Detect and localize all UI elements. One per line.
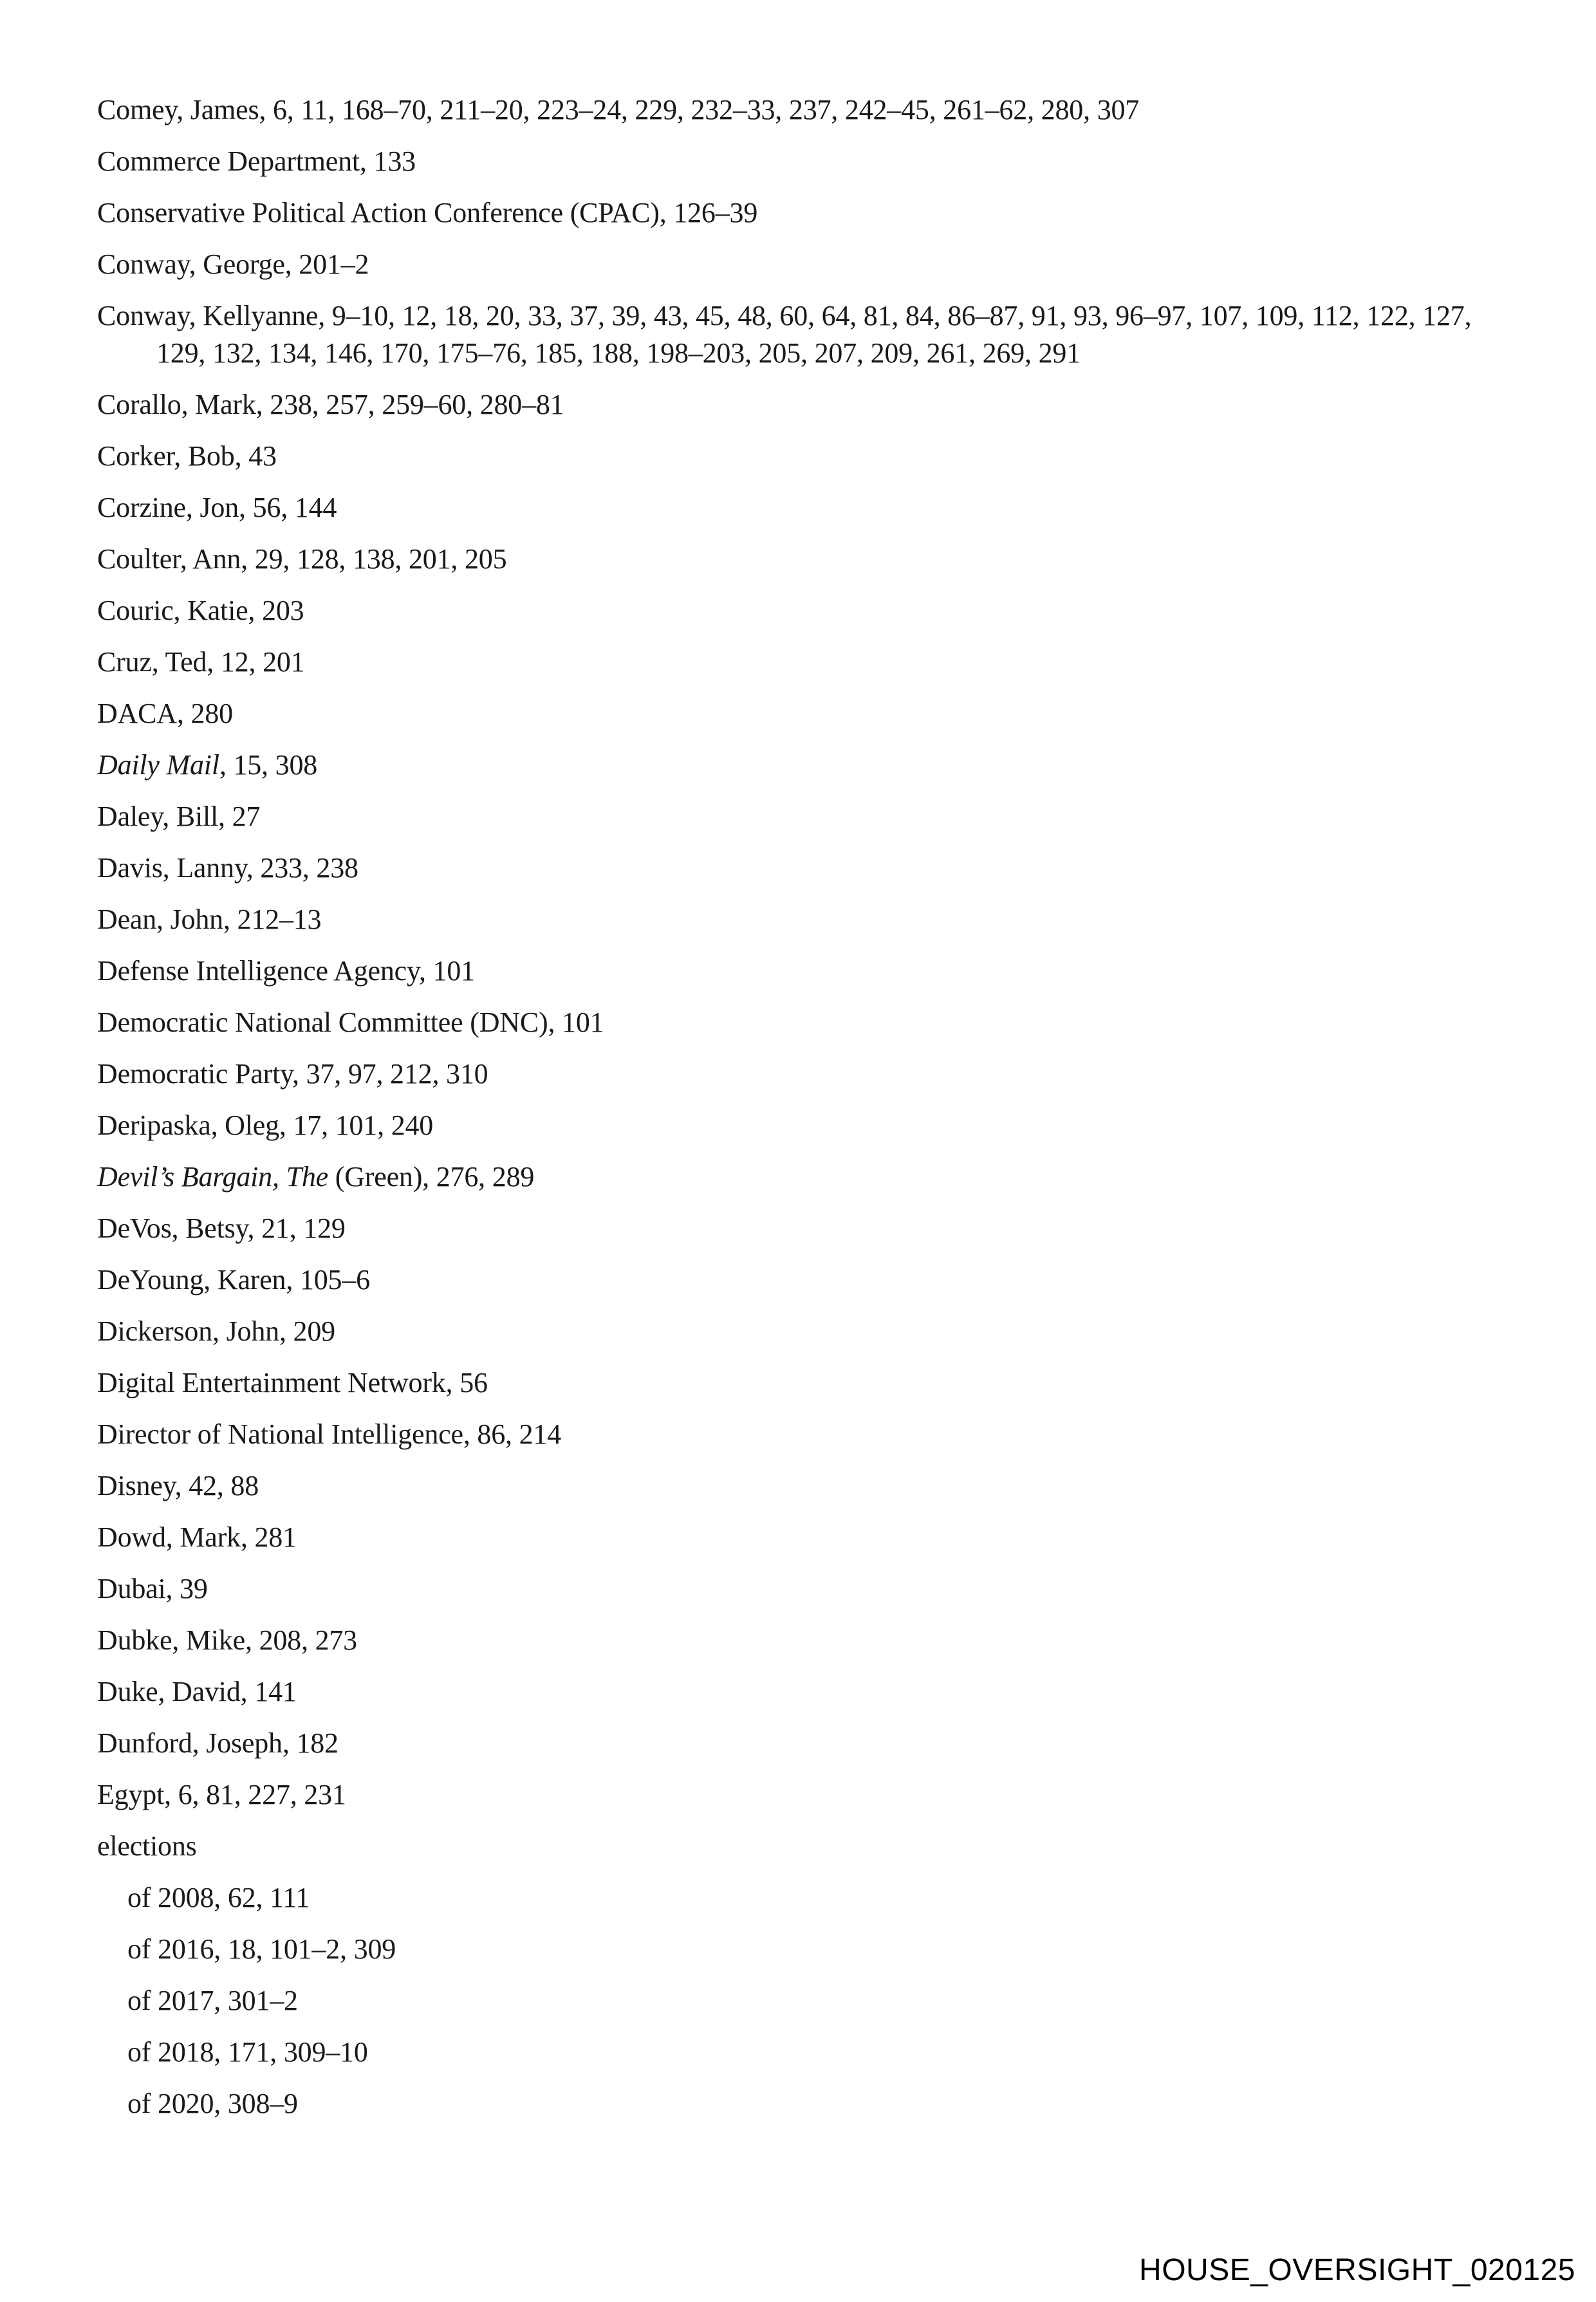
index-entry-dowd: Dowd, Mark, 281	[97, 1521, 297, 1553]
index-entry-dubke: Dubke, Mike, 208, 273	[97, 1624, 357, 1656]
index-entry-daca: DACA, 280	[97, 698, 233, 729]
index-entry-egypt: Egypt, 6, 81, 227, 231	[97, 1779, 346, 1810]
index-entry-duke: Duke, David, 141	[97, 1676, 297, 1707]
index-entry-coulter: Coulter, Ann, 29, 128, 138, 201, 205	[97, 543, 507, 575]
index-entry-corker: Corker, Bob, 43	[97, 440, 277, 472]
index-entry-elections: elections	[97, 1830, 197, 1862]
index-entry-dnc: Democratic National Committee (DNC), 101	[97, 1007, 604, 1038]
index-entry-director-national-intelligence: Director of National Intelligence, 86, 214	[97, 1418, 562, 1450]
index-entry-dickerson: Dickerson, John, 209	[97, 1315, 335, 1347]
index-entry-democratic-party: Democratic Party, 37, 97, 212, 310	[97, 1058, 488, 1090]
index-entry-dubai: Dubai, 39	[97, 1573, 208, 1604]
index-entry-digital-entertainment-network: Digital Entertainment Network, 56	[97, 1367, 488, 1398]
bates-number: HOUSE_OVERSIGHT_020125	[1139, 2253, 1575, 2287]
index-entry-corallo: Corallo, Mark, 238, 257, 259–60, 280–81	[97, 389, 564, 420]
index-entry-daily-mail: Daily Mail, 15, 308	[97, 749, 318, 781]
index-entry-cpac: Conservative Political Action Conference (CPAC), 126–39	[97, 197, 758, 228]
index-entry-devos: DeVos, Betsy, 21, 129	[97, 1212, 346, 1244]
index-subentry-elections-2008: of 2008, 62, 111	[127, 1882, 310, 1913]
index-subentry-elections-2017: of 2017, 301–2	[127, 1985, 298, 2016]
index-entries	[97, 91, 1487, 2137]
index-entry-comey: Comey, James, 6, 11, 168–70, 211–20, 223–24, 229, 232–33, 237, 242–45, 261–62, 280, 307	[97, 94, 1140, 125]
index-subentry-elections-2018: of 2018, 171, 309–10	[127, 2036, 368, 2068]
index-subentry-elections-2016: of 2016, 18, 101–2, 309	[127, 1933, 396, 1965]
index-entry-daley: Daley, Bill, 27	[97, 801, 261, 832]
index-entry-dunford: Dunford, Joseph, 182	[97, 1727, 339, 1759]
index-entry-conway-george: Conway, George, 201–2	[97, 248, 369, 280]
index-entry-devils-bargain: Devil’s Bargain, The (Green), 276, 289	[97, 1161, 535, 1193]
index-subentry-elections-2020: of 2020, 308–9	[127, 2088, 298, 2119]
index-entry-couric: Couric, Katie, 203	[97, 595, 304, 626]
index-entry-conway-kellyanne: Conway, Kellyanne, 9–10, 12, 18, 20, 33, 37, 39, 43, 45, 48, 60, 64, 81, 84, 86–87, 91, 93, 96–97, 107, 109, 112, 122, 127, 129, 132, 134, 146, 170, 175–76, 185, 188, 198–203, 205, 207, 209, 261, 269, 291	[97, 300, 1472, 369]
index-entry-defense-intelligence-agency: Defense Intelligence Agency, 101	[97, 955, 475, 987]
index-entry-commerce-department: Commerce Department, 133	[97, 145, 416, 177]
index-entry-cruz: Cruz, Ted, 12, 201	[97, 646, 305, 678]
index-entry-deyoung: DeYoung, Karen, 105–6	[97, 1264, 370, 1295]
index-entry-dean: Dean, John, 212–13	[97, 904, 322, 935]
index-entry-disney: Disney, 42, 88	[97, 1470, 259, 1501]
index-entry-corzine: Corzine, Jon, 56, 144	[97, 492, 337, 523]
index-entry-davis: Davis, Lanny, 233, 238	[97, 852, 358, 884]
index-entry-deripaska: Deripaska, Oleg, 17, 101, 240	[97, 1109, 434, 1141]
